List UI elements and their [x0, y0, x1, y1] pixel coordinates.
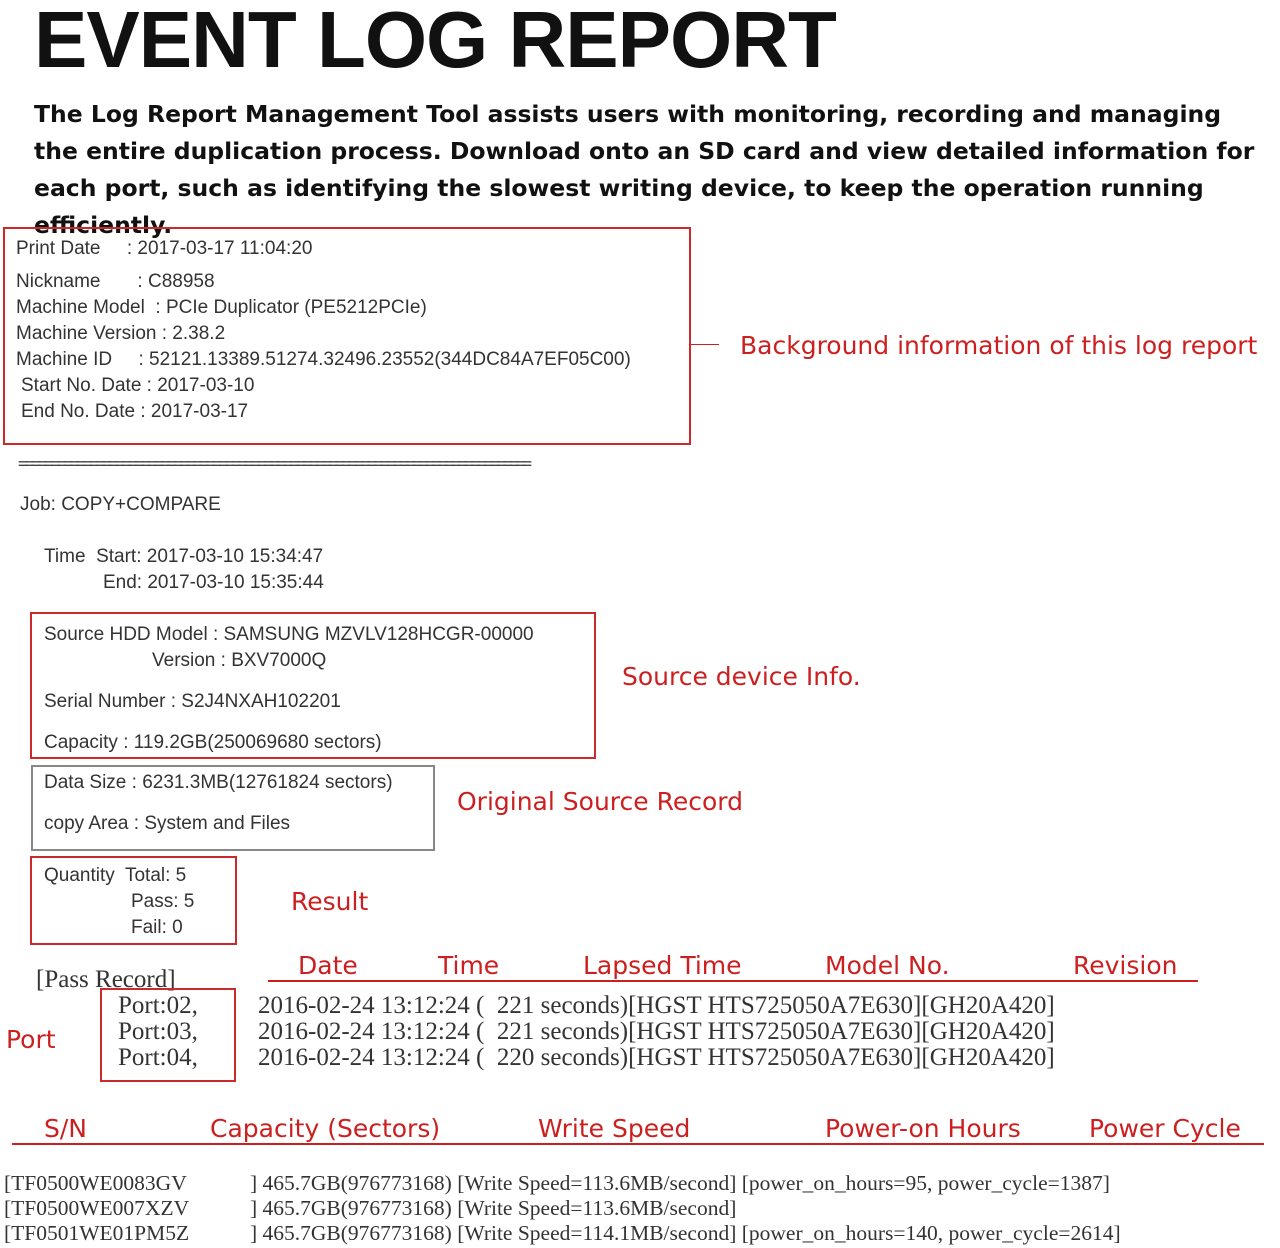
original-annotation: Original Source Record: [457, 787, 743, 816]
quantity-total: Quantity Total: 5: [44, 865, 187, 886]
pass-row-port: Port:02,: [118, 992, 198, 1019]
header-date: Date: [298, 951, 358, 980]
header-sn: S/N: [44, 1114, 87, 1143]
source-hdd-model: Source HDD Model : SAMSUNG MZVLV128HCGR-00000: [44, 624, 534, 645]
header-time: Time: [438, 951, 500, 980]
sn-row-detail: ] 465.7GB(976773168) [Write Speed=113.6MB/second] [power_on_hours=95, power_cycle=1387]: [250, 1171, 1110, 1195]
sn-row-serial: [TF0500WE007XZV: [4, 1196, 190, 1220]
job-type: Job: COPY+COMPARE: [20, 494, 221, 515]
header-power-on-hours: Power-on Hours: [825, 1114, 1021, 1143]
header-revision: Revision: [1073, 951, 1178, 980]
nickname: Nickname : C88958: [16, 271, 215, 292]
time-end: End: 2017-03-10 15:35:44: [103, 572, 324, 593]
sn-header-underline: [12, 1143, 1264, 1145]
source-version: Version : BXV7000Q: [152, 650, 327, 671]
pass-record-label: [Pass Record]: [36, 966, 176, 993]
machine-version: Machine Version : 2.38.2: [16, 323, 226, 344]
header-power-cycle: Power Cycle: [1089, 1114, 1241, 1143]
port-annotation: Port: [6, 1025, 56, 1054]
pass-header-underline: [268, 980, 1198, 982]
header-model-no: Model No.: [825, 951, 950, 980]
source-serial: Serial Number : S2J4NXAH102201: [44, 691, 341, 712]
machine-model: Machine Model : PCIe Duplicator (PE5212PCIe): [16, 297, 427, 318]
quantity-pass: Pass: 5: [131, 891, 195, 912]
machine-id: Machine ID : 52121.13389.51274.32496.23552(344DC84A7EF05C00): [16, 349, 631, 370]
quantity-fail: Fail: 0: [131, 917, 183, 938]
data-size: Data Size : 6231.3MB(12761824 sectors): [44, 772, 393, 793]
header-write-speed: Write Speed: [538, 1114, 691, 1143]
pass-row-port: Port:03,: [118, 1018, 198, 1045]
intro-paragraph: The Log Report Management Tool assists users with monitoring, recording and managing the entire duplication process. Download onto an SD card and view detailed information for each port, such as identifying the slowest writing device, to keep the operation running efficiently.: [34, 100, 1255, 239]
start-no-date: Start No. Date : 2017-03-10: [21, 375, 255, 396]
page-title: EVENT LOG REPORT: [34, 0, 836, 84]
sn-row-detail: ] 465.7GB(976773168) [Write Speed=114.1MB/second] [power_on_hours=140, power_cycle=2614]: [250, 1221, 1121, 1245]
sn-row-detail: ] 465.7GB(976773168) [Write Speed=113.6MB/second]: [250, 1196, 737, 1220]
header-lapsed-time: Lapsed Time: [583, 951, 742, 980]
source-capacity: Capacity : 119.2GB(250069680 sectors): [44, 732, 382, 753]
print-date: Print Date : 2017-03-17 11:04:20: [16, 238, 313, 259]
background-annotation-connector: [691, 344, 719, 345]
pass-row-port: Port:04,: [118, 1044, 198, 1071]
end-no-date: End No. Date : 2017-03-17: [21, 401, 249, 422]
result-annotation: Result: [291, 887, 369, 916]
header-capacity: Capacity (Sectors): [210, 1114, 441, 1143]
source-annotation: Source device Info.: [622, 662, 861, 691]
sn-row-serial: [TF0501WE01PM5Z: [4, 1221, 190, 1245]
copy-area: copy Area : System and Files: [44, 813, 291, 834]
separator-line: ===============================================================================: [18, 454, 529, 473]
time-start: Time Start: 2017-03-10 15:34:47: [44, 546, 324, 567]
pass-row-detail: 2016-02-24 13:12:24 ( 220 seconds)[HGST HTS725050A7E630][GH20A420]: [258, 1044, 1055, 1071]
sn-row-serial: [TF0500WE0083GV: [4, 1171, 187, 1195]
pass-row-detail: 2016-02-24 13:12:24 ( 221 seconds)[HGST HTS725050A7E630][GH20A420]: [258, 1018, 1055, 1045]
pass-row-detail: 2016-02-24 13:12:24 ( 221 seconds)[HGST HTS725050A7E630][GH20A420]: [258, 992, 1055, 1019]
background-annotation: Background information of this log report: [740, 331, 1258, 360]
